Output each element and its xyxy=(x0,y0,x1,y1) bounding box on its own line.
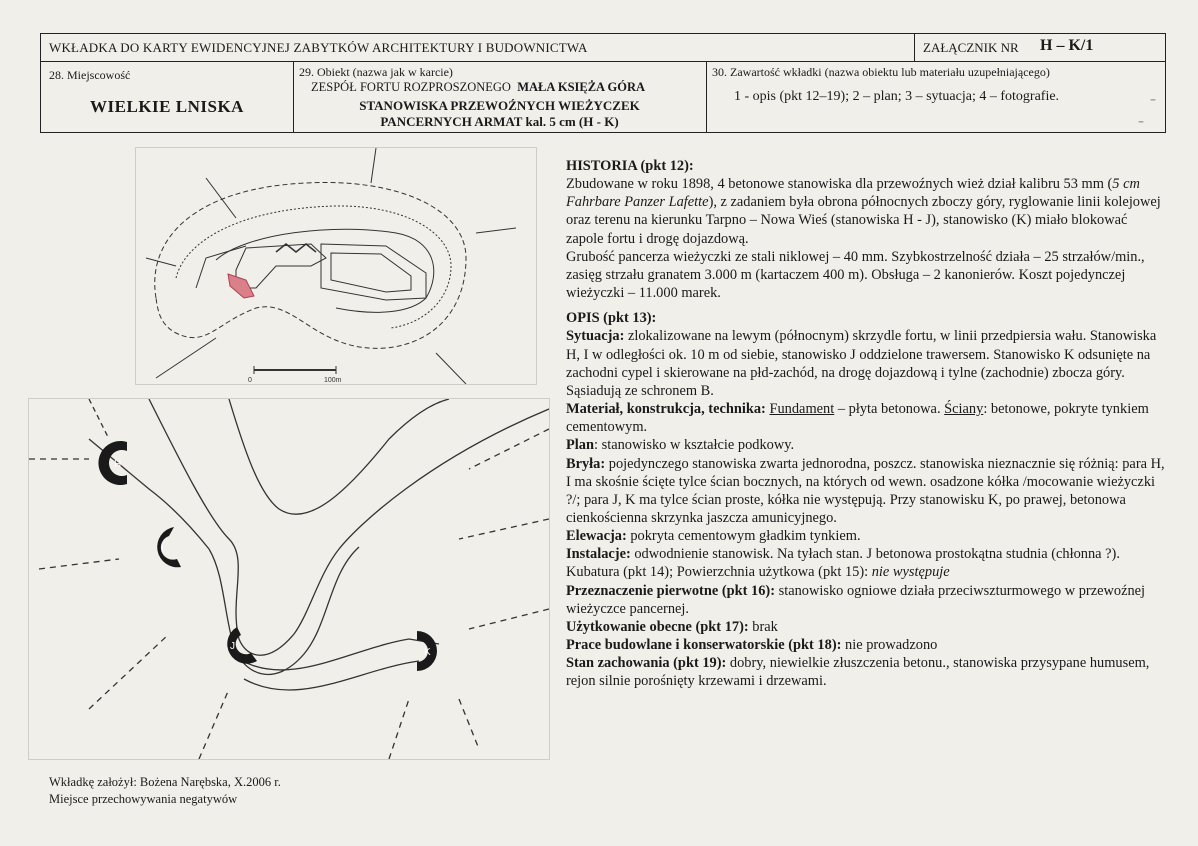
fundament-label: Fundament xyxy=(769,401,835,418)
prace-label: Prace budowlane i konserwatorskie (pkt 18): xyxy=(566,637,842,654)
positions-sketch-map xyxy=(28,398,550,760)
historia-text-2: ), z zadaniem była obrona północnych zboczy góry, ryglowanie linii kolejowej oraz terenu na kierunku Tarpno – Nowa Wieś (stanowiska H - J), stanowisko (K) miało blokować zapole fortu i drogę dojazdową. xyxy=(566,194,1161,247)
plan-label: Plan xyxy=(566,437,594,454)
uzytkowanie-paragraph xyxy=(566,618,1166,636)
uzytkowanie-label: Użytkowanie obecne (pkt 17): xyxy=(566,618,749,635)
plan-text: : stanowisko w kształcie podkowy. xyxy=(594,437,795,454)
kubatura-paragraph xyxy=(566,563,1166,581)
object-complex: ZESPÓŁ FORTU ROZPROSZONEGO xyxy=(311,80,511,94)
stan-label: Stan zachowania (pkt 19): xyxy=(566,655,727,672)
scale-start-label: 0 xyxy=(248,377,252,384)
locality-name: WIELKIE LNISKA xyxy=(90,97,244,116)
historia-heading: HISTORIA (pkt 12): xyxy=(566,158,694,174)
scale-end-label: 100m xyxy=(324,377,342,384)
stan-paragraph xyxy=(566,654,1166,690)
przeznaczenie-label: Przeznaczenie pierwotne (pkt 16): xyxy=(566,582,775,599)
elewacja-label: Elewacja: xyxy=(566,528,627,545)
instalacje-label: Instalacje: xyxy=(566,546,631,563)
position-j-label: J xyxy=(230,641,235,652)
header-title-row xyxy=(41,34,1165,62)
object-line-3: PANCERNYCH ARMAT kal. 5 cm (H - K) xyxy=(380,114,619,129)
footer xyxy=(49,774,281,808)
contents-cell xyxy=(706,61,1165,133)
bryla-text: pojedynczego stanowiska zwarta jednorodna, poszcz. stanowiska nieznacznie się różnią: para H, I ma skośnie ścięte tylce ścian bocznych, na których od wewn. osadzone kółka /mocowanie wieżyczki ?/; para J, K ma tylce ścian proste, kółka nie występują. Przy stanowisku K, po prawej, betonowa cienkościenna skrzynka jaszcza amunicyjnego. xyxy=(566,455,1165,526)
material-paragraph xyxy=(566,400,1166,436)
elewacja-paragraph xyxy=(566,527,1166,545)
card-title: WKŁADKA DO KARTY EWIDENCYJNEJ ZABYTKÓW ARCHITEKTURY I BUDOWNICTWA xyxy=(49,40,588,55)
position-h-label: H xyxy=(114,459,122,470)
przeznaczenie-paragraph xyxy=(566,582,1166,618)
locality-cell xyxy=(41,61,294,133)
contents-value: 1 - opis (pkt 12–19); 2 – plan; 3 – sytuacja; 4 – fotografie. xyxy=(734,89,1060,104)
fundament-text: – płyta betonowa. xyxy=(834,401,945,418)
historia-text-1: Zbudowane w roku 1898, 4 betonowe stanowiska dla przewoźnych wież dział kalibru 53 mm ( xyxy=(566,176,1113,193)
fort-plan-map xyxy=(135,147,537,385)
historia-paragraph-2: Grubość pancerza wieżyczki ze stali niklowej – 40 mm. Szybkostrzelność działa – 25 strzałów/min., zasięg strzału granatem 3.000 m (kartaczem 400 m). Obsługa – 2 kanonierów. Koszt pojedynczej wieżyczki – 11.000 marek. xyxy=(566,248,1145,302)
prace-text: nie prowadzono xyxy=(841,637,938,654)
material-label: Materiał, konstrukcja, technika: xyxy=(566,401,766,418)
attachment-label: ZAŁĄCZNIK NR xyxy=(923,40,1019,55)
description-text xyxy=(566,157,1166,691)
opis-heading: OPIS (pkt 13): xyxy=(566,310,657,327)
bryla-label: Bryła: xyxy=(566,455,606,472)
sciany-text: : betonowe, pokryte tynkiem cementowym. xyxy=(566,401,1149,436)
sciany-label: Ściany xyxy=(944,401,984,418)
sytuacja-label: Sytuacja: xyxy=(566,328,625,345)
position-h-marker xyxy=(98,441,127,485)
author-line: Wkładkę założył: Bożena Narębska, X.2006 r. xyxy=(49,775,281,789)
kubatura-value: nie występuje xyxy=(871,564,950,581)
instalacje-text: odwodnienie stanowisk. Na tyłach stan. J betonowa prostokątna studnia (chłonna ?). xyxy=(630,546,1120,563)
object-line-1 xyxy=(311,80,645,95)
prace-paragraph xyxy=(566,636,1166,654)
sytuacja-text: zlokalizowane na lewym (północnym) skrzydle fortu, w linii przedpiersia wału. Stanowiska H, I w odległości ok. 10 m od siebie, stanowisko J oddzielone trawersem. Stanowisko K odsunięte na zachodni cypel i skierowane na płd-zachód, na drogę dojazdową i tylne (zachodnie) zbocza góry. Sąsiadują ze schronem B. xyxy=(566,328,1157,399)
positions-sketch-drawing xyxy=(29,399,549,759)
historia-paragraph xyxy=(566,175,1166,248)
attachment-cell xyxy=(914,34,1167,61)
highlight-region xyxy=(228,274,254,298)
scan-mark-icon: ‐ xyxy=(1150,88,1156,108)
instalacje-paragraph xyxy=(566,545,1166,563)
stan-text: dobry, niewielkie złuszczenia betonu., stanowiska przysypane humusem, rejon silnie porośnięty krzewami i drzewami. xyxy=(566,655,1150,690)
kubatura-text: Kubatura (pkt 14); Powierzchnia użytkowa (pkt 15): xyxy=(566,564,872,581)
historia-italic-term: 5 cm Fahrbare Panzer Lafette xyxy=(566,176,1140,211)
object-line-2: STANOWISKA PRZEWOŹNYCH WIEŻYCZEK xyxy=(359,98,640,113)
uzytkowanie-text: brak xyxy=(748,618,778,635)
object-cell xyxy=(293,61,707,133)
elewacja-text: pokryta cementowym gładkim tynkiem. xyxy=(626,528,861,545)
locality-label: 28. Miejscowość xyxy=(49,68,131,82)
scan-mark-icon: ‐ xyxy=(1138,110,1144,130)
sytuacja-paragraph xyxy=(566,327,1166,400)
object-label: 29. Obiekt (nazwa jak w karcie) xyxy=(299,65,453,79)
object-fort-name: MAŁA KSIĘŻA GÓRA xyxy=(517,80,646,94)
bryla-paragraph xyxy=(566,455,1166,528)
storage-line: Miejsce przechowywania negatywów xyxy=(49,792,238,806)
fort-plan-drawing xyxy=(136,148,536,384)
contents-label: 30. Zawartość wkładki (nazwa obiektu lub materiału uzupełniającego) xyxy=(712,65,1050,79)
header-table xyxy=(40,33,1166,133)
attachment-number: H – K/1 xyxy=(1040,37,1094,54)
position-k-label: K xyxy=(424,647,431,658)
przeznaczenie-text: stanowisko ogniowe działa przeciwszturmowego w przewoźnej wieżyczce pancernej. xyxy=(566,582,1146,617)
position-i-label: I xyxy=(161,544,164,555)
plan-paragraph xyxy=(566,436,1166,454)
